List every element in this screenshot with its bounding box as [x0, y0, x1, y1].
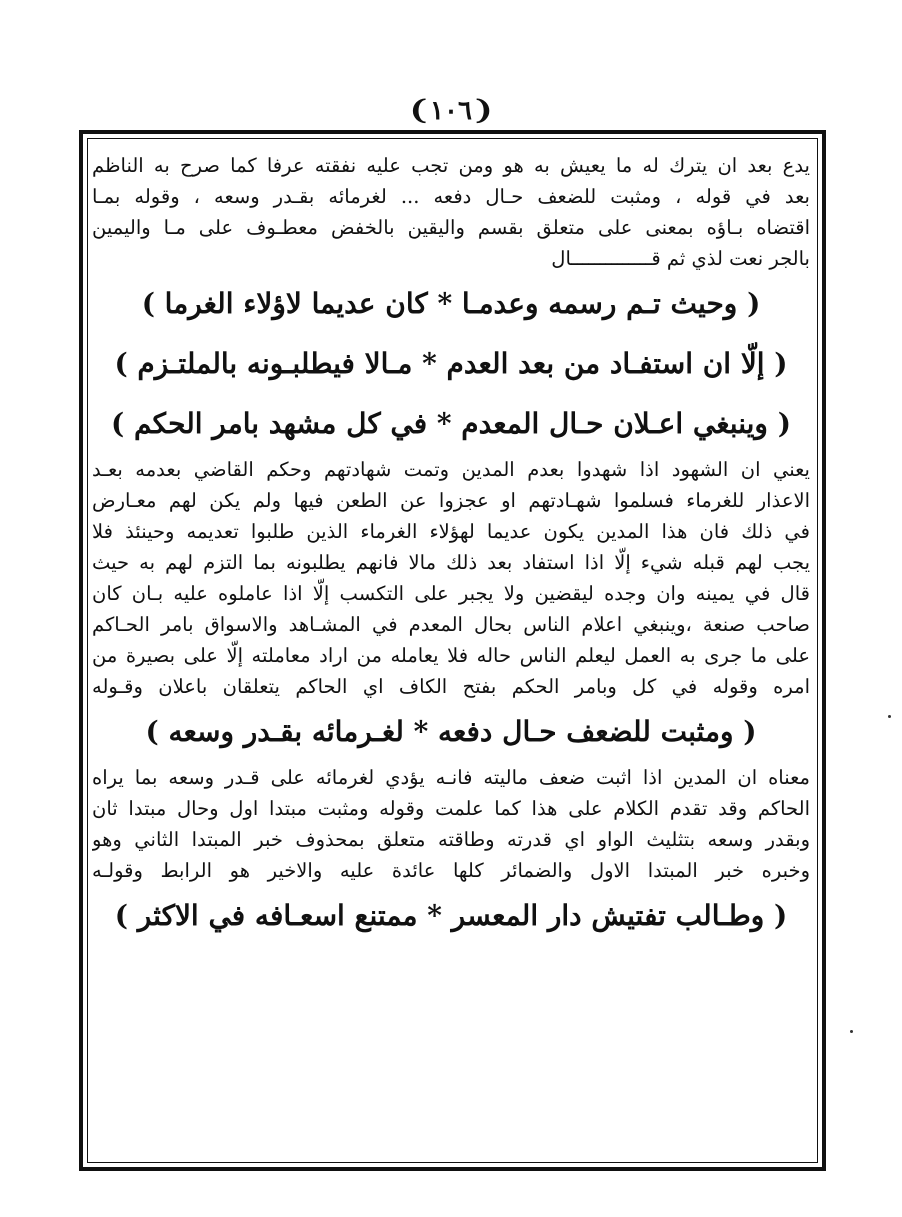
prose-paragraph-2	[92, 454, 810, 702]
text-line: قال في يمينه وان وجده ليقضين ولا يجبر على التكسب إلّا اذا عاملوه عليه بـان كان	[92, 582, 810, 605]
text-line: اقتضاه بـاؤه بمعنى على متعلق بقسم واليقين بالخفض معطـوف على مـا واليمين	[92, 216, 810, 239]
text-line: يدع بعد ان يترك له ما يعيش به هو ومن تجب عليه نفقته عرفا كما صرح به الناظم	[92, 154, 810, 177]
verse-line: ( وطـالب تفتيش دار المعسر * ممتنع اسعـافه في الاكثر )	[114, 899, 788, 932]
verse-line: ( وينبغي اعـلان حـال المعدم * في كل مشهد بامر الحكم )	[111, 407, 791, 440]
page-text	[92, 150, 810, 1160]
verse-line: ( إلّا ان استفـاد من بعد العدم * مـالا فيطلبـونه بالملتـزم )	[114, 347, 788, 380]
text-line: الحاكم وقد تقدم الكلام على هذا كما علمت وقوله ومثبت مبتدا اول وحال مبتدا ثان	[92, 797, 810, 820]
text-line: امره وقوله في كل وبامر الحكم بفتح الكاف اي الحاكم يتعلقان باعلان وقـوله	[92, 675, 810, 698]
scan-speck	[888, 715, 891, 718]
text-line: وخبره خبر المبتدا الاول والضمائر كلها عائدة عليه والاخير هو الرابط وقولـه	[92, 859, 810, 882]
verse-line: ( وحيث تـم رسمه وعدمـا * كان عديما لاؤلاء الغرما )	[141, 287, 761, 320]
scan-speck	[850, 1030, 853, 1033]
text-line: وبقدر وسعه بتثليث الواو اي قدرته وطاقته متعلق بمحذوف خبر المبتدا الثاني وهو	[92, 828, 810, 851]
prose-paragraph-1	[92, 150, 810, 274]
text-line: صاحب صنعة ،وينبغي اعلام الناس بحال المعدم في المشـاهد والاسواق بامر الحـاكم	[92, 613, 810, 636]
text-line: بعد في قوله ، ومثبت للضعف حـال دفعه ... لغرمائه بقـدر وسعه ، وقوله بمـا	[92, 185, 810, 208]
text-line: في ذلك فان هذا المدين يكون عديما لهؤلاء الغرماء الذين طلبوا تعديمه وحينئذ فلا	[92, 520, 810, 543]
text-line: على ما جرى به العمل ليعلم الناس حاله فلا يعامله من اراد معاملته إلّا على بصيرة من	[92, 644, 810, 667]
prose-paragraph-3	[92, 762, 810, 886]
verse-line: ( ومثبت للضعف حـال دفعه * لغـرمائه بقـدر وسعه )	[145, 715, 757, 748]
text-line: يعني ان الشهود اذا شهدوا بعدم المدين وتمت شهادتهم وحكم القاضي بعدمه بعـد	[92, 458, 810, 481]
text-line: بالجر نعت لذي ثم قــــــــــــــال	[551, 247, 810, 270]
page-number: ❨١٠٦❩	[408, 96, 494, 126]
text-line: الاعذار للغرماء فسلموا شهـادتهم او عجزوا عن الطعن فيها ولم يكن لهم معـارض	[92, 489, 810, 512]
text-line: معناه ان المدين اذا اثبت ضعف ماليته فانـه يؤدي لغرمائه على قـدر وسعه بما يراه	[92, 766, 810, 789]
text-line: يجب لهم قبله شيء إلّا اذا استفاد بعد ذلك مالا فانهم يطلبونه بما التزم لهم به حيث	[92, 551, 810, 574]
